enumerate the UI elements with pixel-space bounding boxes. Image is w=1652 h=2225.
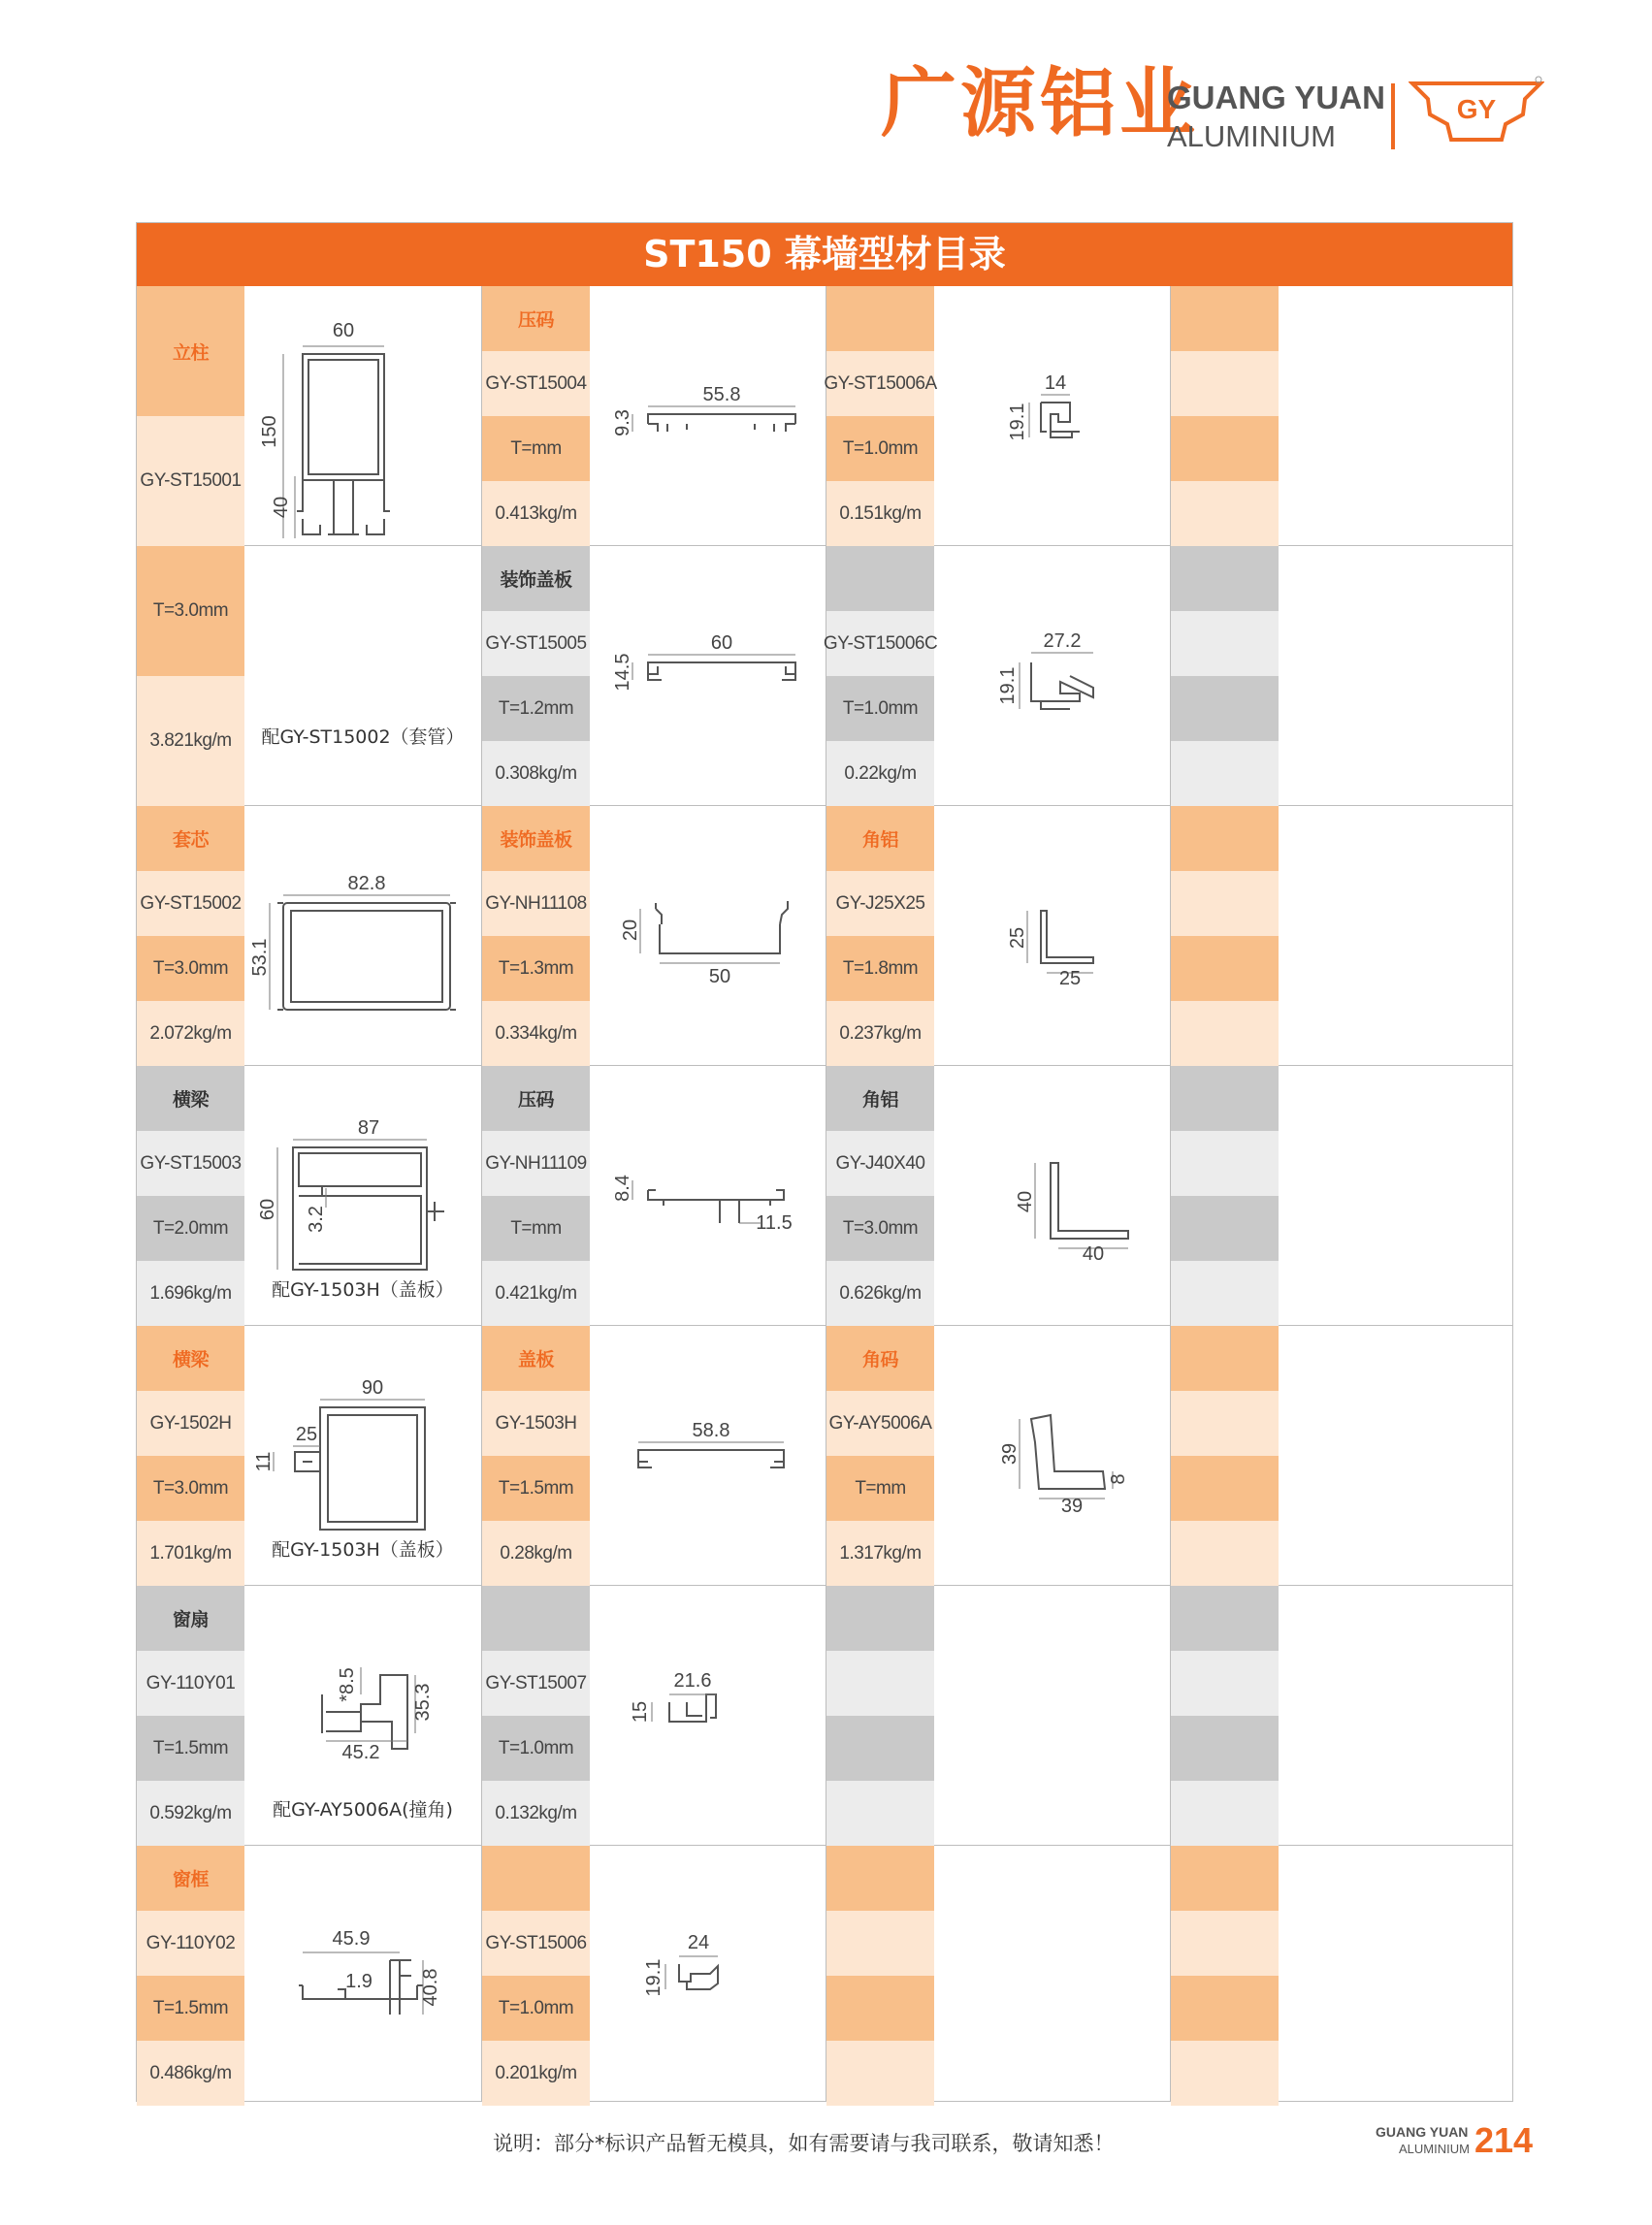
profile-code: [1171, 1391, 1279, 1456]
profile-weight: 0.626kg/m: [826, 1261, 934, 1326]
profile-code: GY-ST15004: [482, 351, 590, 416]
profile-code: [826, 1651, 934, 1716]
profile-thickness: T=mm: [482, 1196, 590, 1261]
profile-section-icon: [590, 1846, 826, 2106]
profile-drawing: [1279, 1846, 1515, 2106]
dimension-label: 39: [999, 1442, 1020, 1466]
profile-category: [1171, 546, 1279, 611]
profile-weight: 0.421kg/m: [482, 1261, 590, 1326]
profile-section-icon: [590, 1066, 826, 1326]
dimension-label: 45.9: [332, 1928, 371, 1950]
profile-section-icon: [934, 546, 1171, 806]
profile-block: [482, 1066, 826, 1326]
profile-block: [137, 286, 481, 806]
dimension-label: 45.2: [341, 1742, 380, 1763]
profile-drawing: [934, 1326, 1171, 1586]
profile-drawing: [590, 1066, 826, 1326]
profile-thickness: T=mm: [826, 1456, 934, 1521]
dimension-label: 40: [1015, 1190, 1036, 1213]
profile-category: 窗框: [137, 1846, 244, 1911]
profile-section-icon: [244, 806, 481, 1066]
page-header: [0, 0, 1652, 194]
dimension-label: 14: [1044, 372, 1067, 394]
page-title: ST150 幕墙型材目录: [137, 223, 1512, 286]
profile-thickness: [826, 1716, 934, 1781]
dimension-label: 55.8: [702, 384, 741, 405]
profile-block: [1171, 546, 1515, 806]
profile-thickness: T=2.0mm: [137, 1196, 244, 1261]
profile-drawing: [244, 1066, 481, 1326]
profile-category: 角铝: [826, 806, 934, 871]
dimension-label: 3.2: [306, 1206, 327, 1233]
profile-weight: 0.22kg/m: [826, 741, 934, 806]
profile-thickness: [1171, 1196, 1279, 1261]
profile-thickness: T=3.0mm: [137, 936, 244, 1001]
profile-section-icon: [590, 546, 826, 806]
profile-drawing: [244, 286, 481, 806]
profile-thickness: T=3.0mm: [826, 1196, 934, 1261]
profile-category: 盖板: [482, 1326, 590, 1391]
dimension-label: 39: [1060, 1496, 1084, 1517]
profile-code: GY-ST15002: [137, 871, 244, 936]
dimension-label: 90: [361, 1377, 384, 1399]
profile-block: [1171, 806, 1515, 1066]
profile-weight: 0.237kg/m: [826, 1001, 934, 1066]
profile-thickness: T=1.0mm: [482, 1976, 590, 2041]
profile-weight: 3.821kg/m: [137, 676, 244, 806]
dimension-label: 53.1: [249, 938, 271, 977]
profile-thickness: T=1.2mm: [482, 676, 590, 741]
profile-code: GY-ST15006A: [826, 351, 934, 416]
profile-block: [137, 1846, 481, 2106]
profile-section-icon: [590, 1586, 826, 1846]
profile-weight: [1171, 2041, 1279, 2106]
profile-thickness: [1171, 1716, 1279, 1781]
profile-caption: 配GY-1503H（盖板）: [272, 1279, 454, 1301]
dimension-label: 21.6: [673, 1670, 712, 1692]
profile-drawing: [934, 546, 1171, 806]
dimension-label: 19.1: [997, 666, 1019, 705]
profile-block: [1171, 286, 1515, 546]
profile-category: [482, 1846, 590, 1911]
profile-category: 立柱: [137, 286, 244, 416]
profile-weight: [1171, 481, 1279, 546]
dimension-label: 50: [708, 966, 731, 987]
profile-thickness: T=1.0mm: [482, 1716, 590, 1781]
profile-code: GY-NH11108: [482, 871, 590, 936]
profile-weight: [1171, 1001, 1279, 1066]
profile-block: [137, 1586, 481, 1846]
profile-code: [1171, 871, 1279, 936]
profile-category: 窗扇: [137, 1586, 244, 1651]
dimension-label: 27.2: [1043, 630, 1082, 652]
dimension-label: 19.1: [1007, 403, 1028, 441]
profile-section-icon: [934, 286, 1171, 546]
profile-thickness: T=1.3mm: [482, 936, 590, 1001]
dimension-label: 35.3: [412, 1683, 434, 1722]
profile-drawing: [1279, 1066, 1515, 1326]
profile-catalog-table: [136, 222, 1513, 2102]
profile-block: [137, 806, 481, 1066]
profile-weight: [1171, 741, 1279, 806]
profile-category: [1171, 806, 1279, 871]
dimension-label: 40.8: [420, 1968, 441, 2007]
profile-block: [826, 1846, 1171, 2106]
profile-caption: 配GY-AY5006A(撞角): [273, 1799, 453, 1821]
profile-thickness: [1171, 1456, 1279, 1521]
profile-code: GY-J25X25: [826, 871, 934, 936]
profile-weight: 0.592kg/m: [137, 1781, 244, 1846]
brand-logo-icon: [1409, 76, 1544, 149]
profile-section-icon: [244, 1846, 481, 2106]
profile-drawing: [590, 286, 826, 546]
dimension-label: 20: [620, 919, 641, 942]
profile-thickness: T=3.0mm: [137, 546, 244, 676]
profile-thickness: T=1.5mm: [137, 1976, 244, 2041]
dimension-label: 60: [332, 320, 355, 341]
profile-drawing: [934, 286, 1171, 546]
profile-code: GY-110Y01: [137, 1651, 244, 1716]
profile-block: [1171, 1586, 1515, 1846]
profile-thickness: T=1.5mm: [137, 1716, 244, 1781]
profile-block: [826, 1326, 1171, 1586]
profile-block: [826, 1586, 1171, 1846]
profile-code: [1171, 351, 1279, 416]
profile-weight: 0.151kg/m: [826, 481, 934, 546]
dimension-label: 11: [253, 1451, 275, 1472]
profile-category: [1171, 1586, 1279, 1651]
profile-weight: [1171, 1521, 1279, 1586]
profile-drawing: [934, 1066, 1171, 1326]
profile-weight: [1171, 1781, 1279, 1846]
profile-block: [482, 286, 826, 546]
profile-block: [482, 1326, 826, 1586]
profile-weight: 0.201kg/m: [482, 2041, 590, 2106]
profile-block: [137, 1326, 481, 1586]
profile-category: 压码: [482, 286, 590, 351]
profile-block: [482, 546, 826, 806]
profile-caption: 配GY-ST15002（套管）: [261, 726, 465, 748]
profile-category: 套芯: [137, 806, 244, 871]
profile-drawing: [590, 546, 826, 806]
profile-block: [482, 1586, 826, 1846]
profile-code: GY-AY5006A: [826, 1391, 934, 1456]
profile-drawing: [590, 806, 826, 1066]
brand-name-en: GUANG YUAN: [1167, 80, 1385, 115]
profile-weight: 1.701kg/m: [137, 1521, 244, 1586]
profile-drawing: [244, 1326, 481, 1586]
profile-drawing: [1279, 1586, 1515, 1846]
profile-code: [1171, 1131, 1279, 1196]
profile-section-icon: [934, 1066, 1171, 1326]
profile-drawing: [1279, 1326, 1515, 1586]
profile-drawing: [590, 1586, 826, 1846]
dimension-label: *8.5: [337, 1667, 358, 1702]
profile-category: 角铝: [826, 1066, 934, 1131]
profile-category: [826, 286, 934, 351]
profile-thickness: T=1.8mm: [826, 936, 934, 1001]
dimension-label: 40: [1082, 1243, 1105, 1265]
profile-weight: 0.334kg/m: [482, 1001, 590, 1066]
profile-block: [482, 1846, 826, 2106]
dimension-label: 25: [295, 1424, 318, 1445]
footer-brand-sub: ALUMINIUM: [1399, 2142, 1470, 2156]
dimension-label: 82.8: [347, 873, 386, 894]
dimension-label: 9.3: [612, 409, 633, 436]
profile-category: 装饰盖板: [482, 806, 590, 871]
profile-code: GY-1503H: [482, 1391, 590, 1456]
profile-code: [1171, 1651, 1279, 1716]
profile-code: GY-ST15006: [482, 1911, 590, 1976]
profile-drawing: [590, 1846, 826, 2106]
dimension-label: 60: [257, 1198, 278, 1221]
profile-category: 装饰盖板: [482, 546, 590, 611]
dimension-label: 25: [1058, 968, 1082, 989]
profile-category: [482, 1586, 590, 1651]
profile-weight: [826, 2041, 934, 2106]
profile-block: [137, 1066, 481, 1326]
profile-drawing: [1279, 546, 1515, 806]
profile-thickness: T=3.0mm: [137, 1456, 244, 1521]
profile-block: [826, 806, 1171, 1066]
profile-weight: 0.486kg/m: [137, 2041, 244, 2106]
profile-block: [482, 806, 826, 1066]
profile-drawing: [934, 806, 1171, 1066]
profile-category: 角码: [826, 1326, 934, 1391]
profile-drawing: [244, 1846, 481, 2106]
dimension-label: 8: [1108, 1473, 1129, 1485]
profile-weight: 0.308kg/m: [482, 741, 590, 806]
brand-name-en-sub: ALUMINIUM: [1167, 119, 1336, 153]
profile-code: GY-ST15007: [482, 1651, 590, 1716]
profile-caption: 配GY-1503H（盖板）: [272, 1539, 454, 1561]
dimension-label: 25: [1007, 926, 1028, 950]
brand-divider: [1391, 83, 1395, 149]
profile-category: [1171, 1326, 1279, 1391]
profile-weight: 0.28kg/m: [482, 1521, 590, 1586]
profile-category: [1171, 286, 1279, 351]
profile-thickness: [826, 1976, 934, 2041]
profile-section-icon: [934, 806, 1171, 1066]
profile-code: [1171, 1911, 1279, 1976]
footer-note: 说明：部分*标识产品暂无模具，如有需要请与我司联系，敬请知悉！: [493, 2132, 1115, 2155]
page-number: 214: [1474, 2120, 1534, 2160]
profile-section-icon: [590, 806, 826, 1066]
dimension-label: 1.9: [345, 1971, 373, 1992]
dimension-label: 14.5: [612, 653, 633, 692]
profile-category: [1171, 1846, 1279, 1911]
dimension-label: 24: [687, 1932, 710, 1953]
profile-code: GY-NH11109: [482, 1131, 590, 1196]
profile-thickness: T=mm: [482, 416, 590, 481]
profile-code: [1171, 611, 1279, 676]
profile-category: [826, 546, 934, 611]
dimension-label: 87: [357, 1117, 380, 1139]
profile-drawing: [1279, 286, 1515, 546]
footer-brand: GUANG YUAN: [1376, 2124, 1469, 2140]
profile-code: GY-110Y02: [137, 1911, 244, 1976]
profile-drawing: [244, 1586, 481, 1846]
profile-weight: [1171, 1261, 1279, 1326]
dimension-label: 8.4: [612, 1175, 633, 1202]
profile-thickness: [1171, 936, 1279, 1001]
dimension-label: 40: [271, 496, 292, 519]
profile-drawing: [1279, 806, 1515, 1066]
profile-weight: [826, 1781, 934, 1846]
dimension-label: 58.8: [692, 1420, 730, 1441]
profile-code: GY-ST15006C: [826, 611, 934, 676]
profile-thickness: [1171, 1976, 1279, 2041]
profile-thickness: [1171, 676, 1279, 741]
dimension-label: 150: [259, 415, 280, 448]
profile-category: 压码: [482, 1066, 590, 1131]
profile-section-icon: [590, 1326, 826, 1586]
brand-name-cn: 广源铝业: [881, 60, 1200, 147]
profile-drawing: [934, 1846, 1171, 2106]
profile-block: [1171, 1066, 1515, 1326]
profile-weight: 2.072kg/m: [137, 1001, 244, 1066]
dimension-label: 19.1: [643, 1958, 664, 1997]
profile-code: GY-1502H: [137, 1391, 244, 1456]
profile-category: 横梁: [137, 1066, 244, 1131]
profile-weight: 0.413kg/m: [482, 481, 590, 546]
logo-lettering: GY: [1456, 94, 1497, 124]
profile-section-icon: [934, 1326, 1171, 1586]
profile-thickness: T=1.0mm: [826, 416, 934, 481]
dimension-label: 60: [710, 632, 733, 654]
profile-code: [826, 1911, 934, 1976]
dimension-label: 11.5: [756, 1212, 793, 1234]
profile-block: [826, 286, 1171, 546]
profile-thickness: T=1.5mm: [482, 1456, 590, 1521]
profile-section-icon: [590, 286, 826, 546]
profile-drawing: [590, 1326, 826, 1586]
profile-drawing: [244, 806, 481, 1066]
profile-category: [826, 1846, 934, 1911]
profile-block: [1171, 1326, 1515, 1586]
profile-block: [826, 1066, 1171, 1326]
profile-code: GY-J40X40: [826, 1131, 934, 1196]
profile-code: GY-ST15003: [137, 1131, 244, 1196]
profile-category: 横梁: [137, 1326, 244, 1391]
profile-category: [826, 1586, 934, 1651]
profile-thickness: T=1.0mm: [826, 676, 934, 741]
profile-drawing: [934, 1586, 1171, 1846]
profile-thickness: [1171, 416, 1279, 481]
profile-weight: 1.696kg/m: [137, 1261, 244, 1326]
profile-code: GY-ST15005: [482, 611, 590, 676]
profile-weight: 0.132kg/m: [482, 1781, 590, 1846]
dimension-label: 15: [630, 1700, 651, 1724]
profile-weight: 1.317kg/m: [826, 1521, 934, 1586]
profile-block: [1171, 1846, 1515, 2106]
profile-code: GY-ST15001: [137, 416, 244, 546]
profile-block: [823, 546, 1171, 806]
profile-category: [1171, 1066, 1279, 1131]
